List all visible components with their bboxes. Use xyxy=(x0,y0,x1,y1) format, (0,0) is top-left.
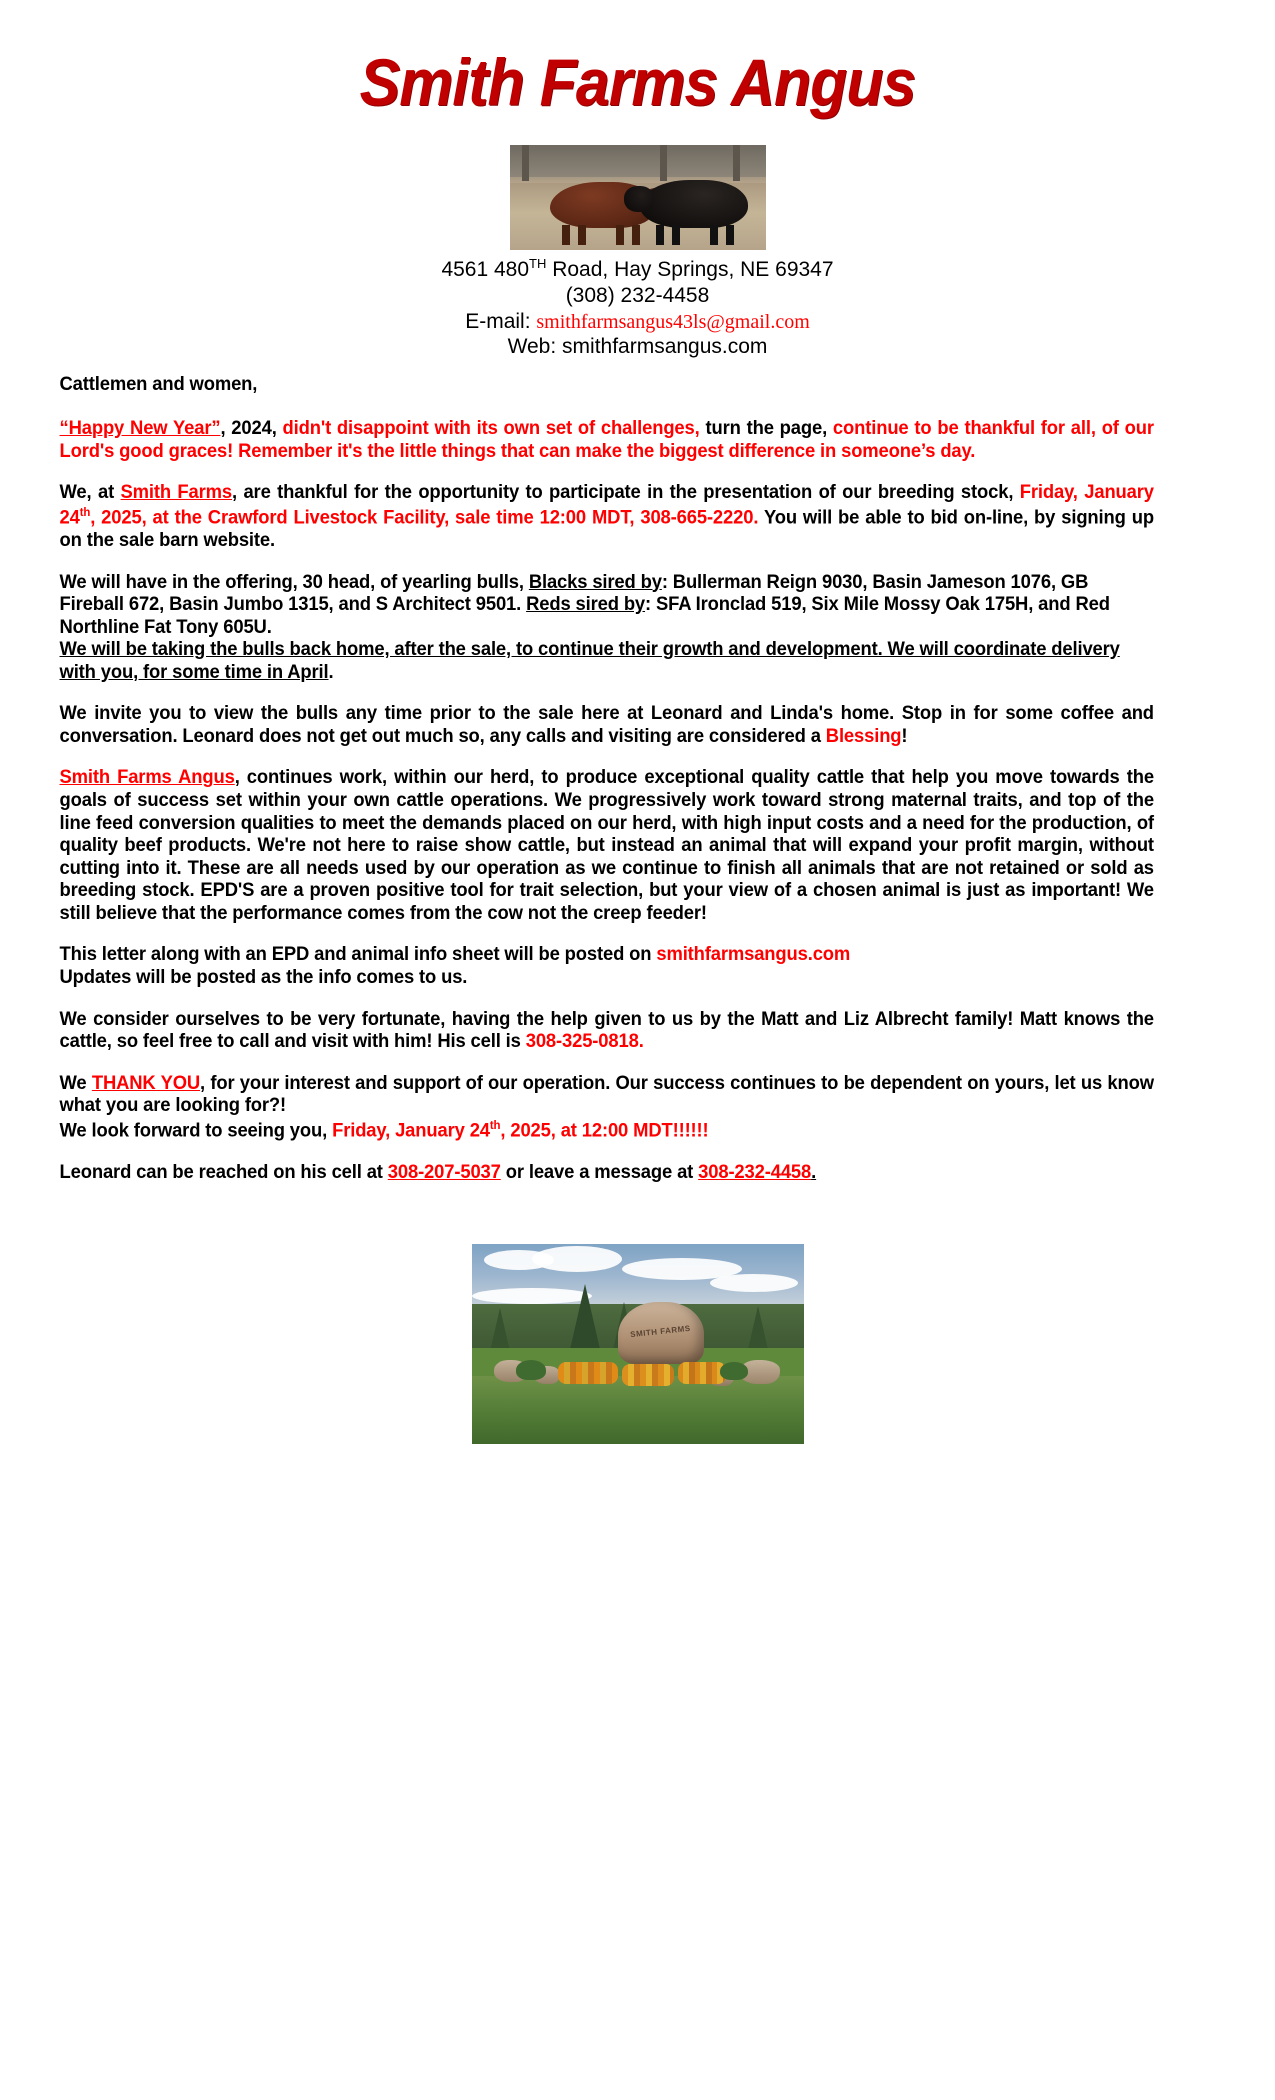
sale-date-reminder-rest: , 2025, at 12:00 MDT!!!!!! xyxy=(500,1120,709,1142)
paragraph-thank-you xyxy=(60,1073,1154,1143)
paragraph-epd-posting xyxy=(60,944,1154,989)
leg xyxy=(726,225,734,245)
p6-a: This letter along with an EPD and animal info sheet will be posted on xyxy=(59,944,657,966)
p9-a: Leonard can be reached on his cell at xyxy=(59,1161,388,1183)
leg xyxy=(562,225,570,245)
fence xyxy=(510,145,766,177)
p8-a: We xyxy=(59,1072,92,1094)
leg xyxy=(656,225,664,245)
p2-e: You will be able to bid on-line, by signing up on the sale barn website. xyxy=(59,507,1154,551)
email-address-link[interactable]: smithfarmsangus43ls@gmail.com xyxy=(536,310,810,333)
p3-c: : SFA Ironclad 519, Six Mile Mossy Oak 175H, and Red Northline Fat Tony 605U. xyxy=(59,594,1110,638)
evergreen-tree xyxy=(568,1284,602,1358)
p4-a: We invite you to view the bulls any time prior to the sale here at Leonard and Linda's home. Stop in for some coffee and conversation. Leonard does not get out much so, any calls and visiting are considered a xyxy=(59,703,1154,747)
paragraph-leonard-contact xyxy=(60,1162,1154,1185)
p8-b: , for your interest and support of our operation. Our success continues to be dependent on yours, let us know what you are looking for?! xyxy=(59,1072,1154,1117)
paragraph-herd-philosophy xyxy=(60,767,1154,925)
two-bulls-photo xyxy=(510,145,766,250)
p2-a: We, at xyxy=(59,482,121,504)
address-rest: Road, Hay Springs, NE 69347 xyxy=(546,258,834,282)
entrance-rock-sign xyxy=(618,1302,704,1364)
address-ordinal: TH xyxy=(529,256,547,272)
web-line: Web: smithfarmsangus.com xyxy=(507,335,768,359)
shrub xyxy=(516,1360,546,1380)
p9-c: . xyxy=(811,1161,817,1183)
thank-you-phrase: THANK YOU xyxy=(91,1072,201,1094)
paragraph-albrecht-family xyxy=(60,1009,1154,1054)
p1-text-a: didn't disappoint with its own set of challenges, xyxy=(282,418,706,440)
shrub xyxy=(720,1362,748,1380)
p1-text-b: continue to be thankful for all, of our Lord's good graces! Remember it's the little things that can make the biggest difference in someone’s day. xyxy=(59,418,1154,462)
farm-entrance-sign-photo xyxy=(472,1244,804,1444)
fence-post xyxy=(522,145,529,181)
black-bull xyxy=(640,180,748,228)
black-bull-head xyxy=(624,186,654,212)
website-mention: smithfarmsangus.com xyxy=(656,944,851,966)
reds-sired-by-label: Reds sired by xyxy=(526,594,646,616)
p3-a: We will have in the offering, 30 head, of yearling bulls, xyxy=(59,571,529,593)
address-line xyxy=(0,256,1275,283)
sale-details: , 2025, at the Crawford Livestock Facility, sale time 12:00 MDT, 308-665-2220. xyxy=(90,507,759,529)
leg xyxy=(710,225,718,245)
leg xyxy=(672,225,680,245)
p5-a: , continues work, within our herd, to produce exceptional quality cattle that help you move towards the goals of success set within your own cattle operations. We progressively work toward strong maternal traits, and top of the line feed conversion qualities to meet the demands placed on our herd, with high input costs and a need for the production, of quality beef products. We're not here to raise show cattle, but instead an animal that will expand your profit margin, without cutting into it. These are all needs used by our operation as we continue to finish all animals that are not retained or sold as breeding stock. EPD'S are a proven positive tool for trait selection, but your view of a chosen animal is just as important! We still believe that the performance comes from the cow not the creep feeder! xyxy=(59,767,1154,924)
leg xyxy=(578,225,586,245)
sign-text: SMITH FARMS xyxy=(629,1323,692,1340)
contact-block xyxy=(0,256,1275,359)
p4-b: ! xyxy=(901,725,908,747)
p9-b: or leave a message at xyxy=(500,1161,699,1183)
matt-cell-number: 308-325-0818. xyxy=(525,1031,644,1053)
sale-date-reminder-ordinal: th xyxy=(489,1117,501,1132)
grass-foreground xyxy=(472,1376,804,1444)
leg xyxy=(616,225,624,245)
paragraph-new-year xyxy=(60,418,1154,463)
year-2024: , 2024, xyxy=(220,418,283,440)
p2-b: , are thankful for the opportunity to participate in the presentation of our breeding stock, xyxy=(232,482,1020,504)
delivery-note: We will be taking the bulls back home, after the sale, to continue their growth and development. We will coordinate delivery with you, for some time in April xyxy=(59,639,1120,683)
sale-date-ordinal: th xyxy=(79,504,91,519)
cloud xyxy=(532,1246,622,1272)
paragraph-visit-invite xyxy=(60,703,1154,748)
p3-d: . xyxy=(328,661,334,683)
email-line xyxy=(0,309,1275,335)
marigold-flower-bed xyxy=(678,1362,726,1384)
sale-date-reminder: Friday, January 24 xyxy=(332,1120,490,1142)
blacks-sired-by-label: Blacks sired by xyxy=(528,571,662,593)
phone-line: (308) 232-4458 xyxy=(565,283,710,307)
salutation: Cattlemen and women, xyxy=(59,373,258,395)
p8-c: We look forward to seeing you, xyxy=(59,1120,333,1142)
p1-text-black: turn the page, xyxy=(705,418,833,440)
p3-b: : Bullerman Reign 9030, Basin Jameson 1076, GB Fireball 672, Basin Jumbo 1315, and S Architect 9501. xyxy=(59,571,1089,616)
message-number: 308-232-4458 xyxy=(698,1161,812,1183)
happy-new-year-phrase: “Happy New Year” xyxy=(59,418,221,440)
page-title: Smith Farms Angus xyxy=(359,45,916,119)
fence-post xyxy=(660,145,667,181)
fence-post xyxy=(733,145,740,181)
leonard-cell-number: 308-207-5037 xyxy=(387,1161,501,1183)
p7-a: We consider ourselves to be very fortunate, having the help given to us by the Matt and Liz Albrecht family! Matt knows the cattle, so feel free to call and visit with him! His cell is xyxy=(59,1008,1154,1053)
marigold-flower-bed xyxy=(622,1364,674,1386)
smith-farms-mention: Smith Farms xyxy=(120,482,233,504)
smith-farms-angus-mention: Smith Farms Angus xyxy=(59,767,235,789)
paragraph-sale-info xyxy=(60,482,1154,552)
letter-body xyxy=(0,360,1200,1185)
marigold-flower-bed xyxy=(558,1362,618,1384)
email-label: E-mail: xyxy=(465,309,537,333)
paragraph-offering xyxy=(60,572,1154,685)
address-number: 4561 480 xyxy=(441,258,530,282)
p6-b: Updates will be posted as the info comes to us. xyxy=(59,966,468,988)
sale-date: Friday, January 24 xyxy=(59,482,1154,529)
leg xyxy=(632,225,640,245)
blessing-word: Blessing xyxy=(825,725,902,747)
